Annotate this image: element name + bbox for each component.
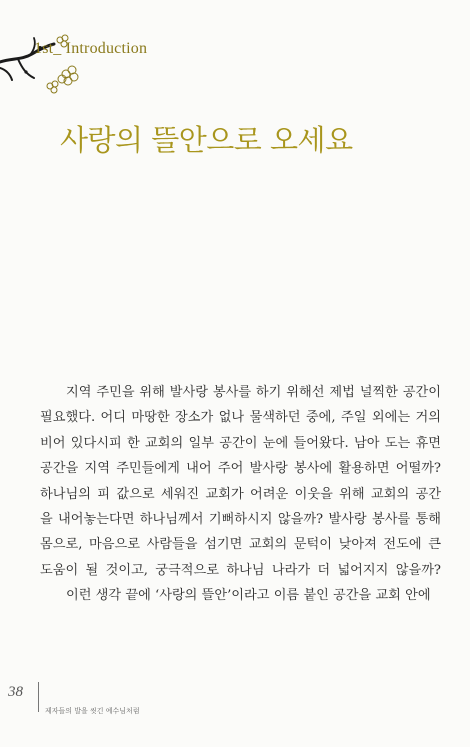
body-line: 몸으로, 마음으로 사람들을 섬기면 교회의 문턱이 낮아져 전도에 큰: [40, 537, 441, 553]
body-line: 이런 생각 끝에 ‘사랑의 뜰안’이라고 이름 붙인 공간을 교회 안에: [66, 588, 431, 604]
body-line: 지역 주민을 위해 발사랑 봉사를 하기 위해선 제법 널찍한 공간이: [66, 385, 441, 400]
body-line: 필요했다. 어디 마땅한 장소가 없나 물색하던 중에, 주일 외에는 거의: [40, 410, 441, 426]
body-line: 공간을 지역 주민들에게 내어 주어 발사랑 봉사에 활용하면 어떨까?: [40, 461, 441, 477]
body-line: 을 내어놓는다면 하나님께서 기뻐하시지 않을까? 발사랑 봉사를 통해: [40, 512, 441, 528]
plum-blossom-branch-icon: [0, 28, 90, 98]
body-line: 도움이 될 것이고, 궁극적으로 하나님 나라가 더 넓어지지 않을까?: [40, 562, 441, 578]
section-title: 사랑의 뜰안으로 오세요: [60, 123, 353, 157]
footer-divider: [38, 682, 39, 712]
body-line: 하나님의 피 값으로 세워진 교회가 어려운 이웃을 위해 교회의 공간: [40, 486, 441, 502]
running-footer-book-title: 제자들의 발을 씻긴 예수님처럼: [45, 707, 140, 715]
chapter-label: 1st_ Introduction: [34, 40, 148, 57]
page-number: 38: [8, 684, 23, 700]
body-paragraph: [40, 380, 441, 609]
body-line: 비어 있다시피 한 교회의 일부 공간이 눈에 들어왔다. 남아 도는 휴면: [40, 435, 441, 451]
